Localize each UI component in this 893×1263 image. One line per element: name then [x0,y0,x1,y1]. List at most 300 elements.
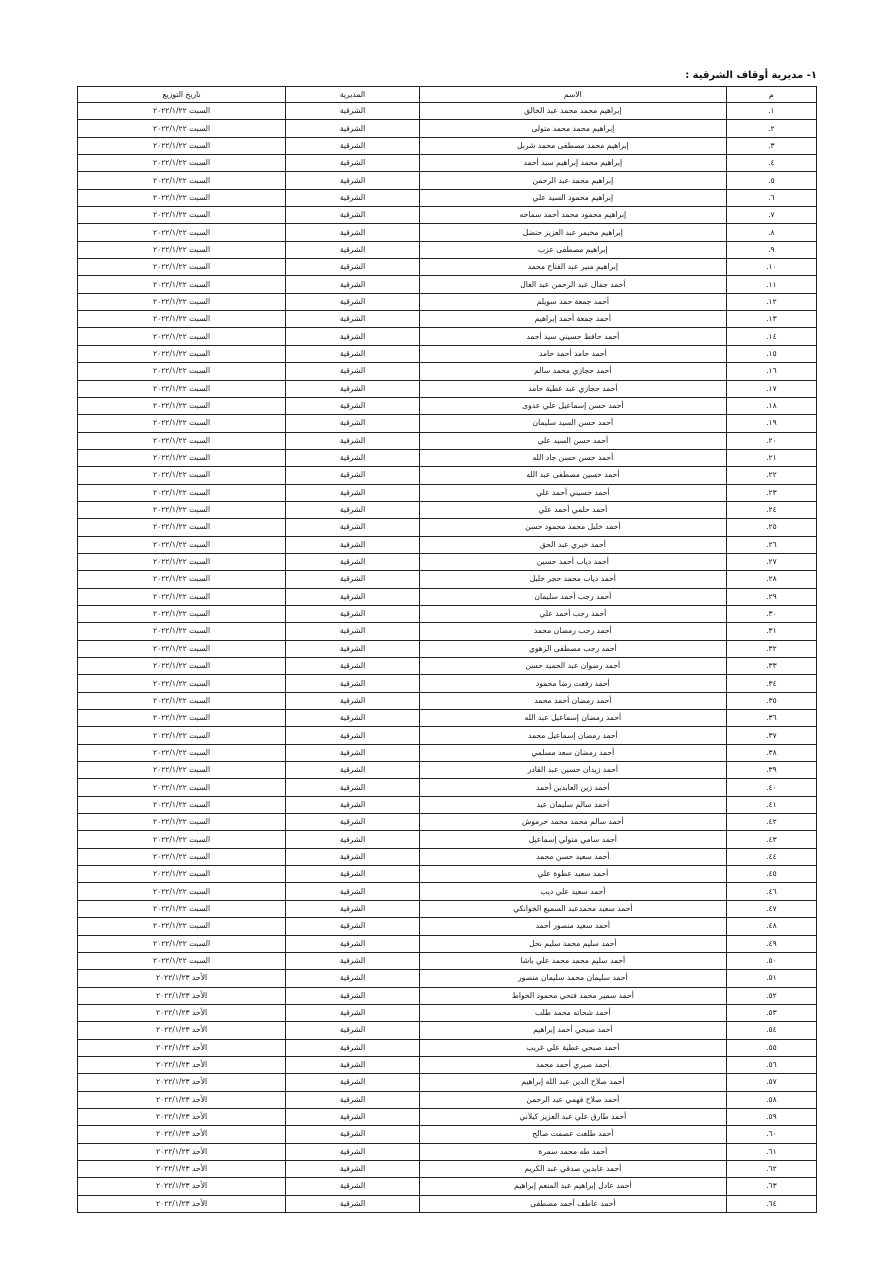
cell-distribution-date: السبت ٢٠٢٢/١/٢٢ [78,952,286,969]
table-row [78,311,817,328]
cell-distribution-date: السبت ٢٠٢٢/١/٢٢ [78,762,286,779]
cell-distribution-date: الأحد ٢٠٢٢/١/٢٣ [78,1004,286,1021]
cell-directorate: الشرقية [286,866,420,883]
cell-name: أحمد سالم سليمان عيد [419,796,726,813]
cell-number: ١٣. [726,311,816,328]
table-row [78,467,817,484]
table-row [78,1195,817,1212]
cell-distribution-date: السبت ٢٠٢٢/١/٢٢ [78,224,286,241]
cell-directorate: الشرقية [286,692,420,709]
cell-number: ٥٦. [726,1056,816,1073]
cell-directorate: الشرقية [286,744,420,761]
table-row [78,727,817,744]
cell-distribution-date: السبت ٢٠٢٢/١/٢٢ [78,189,286,206]
cell-directorate: الشرقية [286,1126,420,1143]
table-row [78,137,817,154]
cell-distribution-date: الأحد ٢٠٢٢/١/٢٣ [78,1091,286,1108]
cell-name: أحمد حامد أحمد حامد [419,345,726,362]
cell-number: ٥٣. [726,1004,816,1021]
cell-number: ٣٠. [726,605,816,622]
cell-directorate: الشرقية [286,970,420,987]
cell-directorate: الشرقية [286,640,420,657]
cell-directorate: الشرقية [286,1056,420,1073]
cell-distribution-date: السبت ٢٠٢٢/١/٢٢ [78,137,286,154]
cell-name: أحمد عادل إبراهيم عبد المنعم إبراهيم [419,1178,726,1195]
cell-number: ٣٦. [726,710,816,727]
cell-distribution-date: السبت ٢٠٢٢/١/٢٢ [78,744,286,761]
cell-number: ٤٣. [726,831,816,848]
table-row [78,415,817,432]
table-header-row [78,87,817,103]
cell-distribution-date: السبت ٢٠٢٢/١/٢٢ [78,588,286,605]
cell-name: أحمد حسيني أحمد علي [419,484,726,501]
cell-distribution-date: السبت ٢٠٢٢/١/٢٢ [78,727,286,744]
cell-name: أحمد سليم محمد محمد علي باشا [419,952,726,969]
table-row [78,900,817,917]
cell-directorate: الشرقية [286,501,420,518]
table-row [78,970,817,987]
table-row [78,1004,817,1021]
table-row [78,762,817,779]
table-row [78,605,817,622]
cell-distribution-date: السبت ٢٠٢٢/١/٢٢ [78,935,286,952]
table-row [78,1022,817,1039]
cell-distribution-date: السبت ٢٠٢٢/١/٢٢ [78,415,286,432]
table-row [78,1091,817,1108]
cell-directorate: الشرقية [286,605,420,622]
cell-directorate: الشرقية [286,935,420,952]
table-row [78,501,817,518]
cell-number: ٤. [726,155,816,172]
table-row [78,207,817,224]
cell-number: ٣٨. [726,744,816,761]
cell-name: أحمد زيدان حسين عبد القادر [419,762,726,779]
table-row [78,935,817,952]
cell-directorate: الشرقية [286,1091,420,1108]
table-row [78,952,817,969]
cell-distribution-date: الأحد ٢٠٢٢/١/٢٣ [78,1022,286,1039]
cell-directorate: الشرقية [286,345,420,362]
cell-name: إبراهيم محمود محمد أحمد سماحه [419,207,726,224]
cell-name: أحمد حسن السيد علي [419,432,726,449]
cell-name: أحمد دياب محمد حجر خليل [419,571,726,588]
cell-name: إبراهيم مصطفى عزب [419,241,726,258]
cell-directorate: الشرقية [286,623,420,640]
table-row [78,241,817,258]
cell-number: ٤١. [726,796,816,813]
cell-name: إبراهيم منير عبد الفتاح محمد [419,259,726,276]
table-row [78,918,817,935]
distribution-table [77,86,817,1213]
cell-number: ٦٠. [726,1126,816,1143]
table-row [78,1178,817,1195]
cell-name: أحمد رجب أحمد علي [419,605,726,622]
cell-distribution-date: الأحد ٢٠٢٢/١/٢٣ [78,1108,286,1125]
table-row [78,432,817,449]
cell-directorate: الشرقية [286,189,420,206]
cell-directorate: الشرقية [286,415,420,432]
cell-number: ٥. [726,172,816,189]
cell-distribution-date: السبت ٢٠٢٢/١/٢٢ [78,172,286,189]
cell-name: أحمد رجب مصطفى الزهوي [419,640,726,657]
cell-distribution-date: السبت ٢٠٢٢/١/٢٢ [78,814,286,831]
cell-directorate: الشرقية [286,293,420,310]
cell-name: إبراهيم محمد محمد عبد الخالق [419,103,726,120]
cell-name: أحمد رمضان أحمد محمد [419,692,726,709]
table-row [78,484,817,501]
cell-directorate: الشرقية [286,137,420,154]
cell-number: ٣٤. [726,675,816,692]
cell-directorate: الشرقية [286,207,420,224]
table-row [78,1108,817,1125]
table-row [78,571,817,588]
cell-name: إبراهيم محمد محمد متولى [419,120,726,137]
cell-name: أحمد جمعة حمد سويلم [419,293,726,310]
cell-directorate: الشرقية [286,1039,420,1056]
cell-directorate: الشرقية [286,883,420,900]
cell-distribution-date: السبت ٢٠٢٢/١/٢٢ [78,276,286,293]
cell-directorate: الشرقية [286,484,420,501]
cell-directorate: الشرقية [286,987,420,1004]
cell-distribution-date: الأحد ٢٠٢٢/١/٢٣ [78,1126,286,1143]
cell-number: ١. [726,103,816,120]
cell-distribution-date: السبت ٢٠٢٢/١/٢٢ [78,848,286,865]
cell-name: أحمد سليمان محمد سليمان منصور [419,970,726,987]
cell-name: أحمد جمعة أحمد إبراهيم [419,311,726,328]
cell-directorate: الشرقية [286,120,420,137]
cell-name: أحمد جمال عبد الرحمن عبد العال [419,276,726,293]
table-row [78,345,817,362]
cell-number: ٥٢. [726,987,816,1004]
table-row [78,328,817,345]
cell-name: أحمد زين العابدين أحمد [419,779,726,796]
document-heading: ١- مديرية أوقاف الشرقية : [685,70,817,81]
cell-directorate: الشرقية [286,224,420,241]
cell-number: ٢١. [726,449,816,466]
cell-number: ٥٨. [726,1091,816,1108]
cell-name: أحمد رمضان سعد مسلمي [419,744,726,761]
cell-number: ٣٥. [726,692,816,709]
table-row [78,380,817,397]
cell-name: أحمد سمير محمد فتحي محمود الحواط [419,987,726,1004]
cell-number: ٣٣. [726,658,816,675]
cell-name: أحمد رجب أحمد سليمان [419,588,726,605]
table-row [78,189,817,206]
cell-number: ٤٥. [726,866,816,883]
cell-number: ١٧. [726,380,816,397]
cell-number: ٢٧. [726,553,816,570]
cell-directorate: الشرقية [286,658,420,675]
cell-name: أحمد حلمي أحمد علي [419,501,726,518]
table-row [78,553,817,570]
cell-number: ٣. [726,137,816,154]
cell-number: ١٢. [726,293,816,310]
cell-name: أحمد صبحي أحمد إبراهيم [419,1022,726,1039]
table-row [78,103,817,120]
cell-distribution-date: الأحد ٢٠٢٢/١/٢٣ [78,987,286,1004]
cell-name: أحمد سالم محمد محمد حرموش [419,814,726,831]
cell-directorate: الشرقية [286,1143,420,1160]
cell-name: أحمد حسين مصطفى عبد الله [419,467,726,484]
cell-name: أحمد رجب رمضان محمد [419,623,726,640]
cell-directorate: الشرقية [286,103,420,120]
cell-name: أحمد طلعت عصمت صالح [419,1126,726,1143]
cell-number: ٥٠. [726,952,816,969]
cell-number: ٧. [726,207,816,224]
table-row [78,1160,817,1177]
cell-directorate: الشرقية [286,588,420,605]
cell-number: ٦٤. [726,1195,816,1212]
cell-distribution-date: الأحد ٢٠٢٢/١/٢٣ [78,1039,286,1056]
cell-directorate: الشرقية [286,328,420,345]
cell-distribution-date: الأحد ٢٠٢٢/١/٢٣ [78,970,286,987]
cell-name: أحمد حجازي محمد سالم [419,363,726,380]
cell-number: ٦١. [726,1143,816,1160]
cell-number: ٢٢. [726,467,816,484]
cell-number: ١٨. [726,397,816,414]
cell-name: أحمد سعيد منصور أحمد [419,918,726,935]
cell-directorate: الشرقية [286,762,420,779]
cell-distribution-date: السبت ٢٠٢٢/١/٢٢ [78,241,286,258]
table-row [78,519,817,536]
table-row [78,796,817,813]
cell-distribution-date: السبت ٢٠٢٢/١/٢٢ [78,293,286,310]
cell-distribution-date: الأحد ٢٠٢٢/١/٢٣ [78,1178,286,1195]
cell-distribution-date: السبت ٢٠٢٢/١/٢٢ [78,796,286,813]
cell-name: أحمد حافظ حسيني سيد أحمد [419,328,726,345]
cell-directorate: الشرقية [286,1022,420,1039]
cell-name: أحمد رفعت رضا محمود [419,675,726,692]
table-row [78,224,817,241]
cell-distribution-date: السبت ٢٠٢٢/١/٢٢ [78,397,286,414]
table-row [78,155,817,172]
cell-name: أحمد صبحي عطية علي غريب [419,1039,726,1056]
cell-distribution-date: السبت ٢٠٢٢/١/٢٢ [78,449,286,466]
table-row [78,692,817,709]
cell-number: ٣٧. [726,727,816,744]
cell-name: أحمد عاطف أحمد مصطفى [419,1195,726,1212]
cell-distribution-date: السبت ٢٠٢٢/١/٢٢ [78,692,286,709]
cell-name: أحمد حسن حسن جاد الله [419,449,726,466]
header-distribution-date: تاريخ التوزيع [78,87,286,103]
table-row [78,172,817,189]
cell-number: ٢٦. [726,536,816,553]
table-row [78,744,817,761]
table-row [78,987,817,1004]
cell-name: أحمد سعيد عطوة علي [419,866,726,883]
cell-distribution-date: الأحد ٢٠٢٢/١/٢٣ [78,1195,286,1212]
cell-directorate: الشرقية [286,241,420,258]
cell-number: ٢٥. [726,519,816,536]
cell-distribution-date: السبت ٢٠٢٢/١/٢٢ [78,484,286,501]
cell-directorate: الشرقية [286,363,420,380]
table-row [78,658,817,675]
table-row [78,710,817,727]
cell-distribution-date: الأحد ٢٠٢٢/١/٢٣ [78,1056,286,1073]
cell-directorate: الشرقية [286,1004,420,1021]
table-row [78,883,817,900]
cell-name: أحمد شحاته محمد طلب [419,1004,726,1021]
cell-name: أحمد صلاح الدين عبد الله إبراهيم [419,1074,726,1091]
cell-number: ١١. [726,276,816,293]
table-row [78,1056,817,1073]
cell-name: أحمد طارق علي عبد العزيز كيلاني [419,1108,726,1125]
cell-number: ٣١. [726,623,816,640]
cell-number: ٥٧. [726,1074,816,1091]
cell-directorate: الشرقية [286,796,420,813]
cell-directorate: الشرقية [286,536,420,553]
table-row [78,623,817,640]
cell-distribution-date: السبت ٢٠٢٢/١/٢٢ [78,883,286,900]
cell-number: ٢٤. [726,501,816,518]
cell-name: أحمد خليل محمد محمود حسن [419,519,726,536]
cell-distribution-date: السبت ٢٠٢٢/١/٢٢ [78,710,286,727]
cell-distribution-date: السبت ٢٠٢٢/١/٢٢ [78,605,286,622]
cell-distribution-date: السبت ٢٠٢٢/١/٢٢ [78,207,286,224]
cell-distribution-date: السبت ٢٠٢٢/١/٢٢ [78,519,286,536]
cell-directorate: الشرقية [286,675,420,692]
cell-name: إبراهيم محمد مصطفى محمد شربل [419,137,726,154]
cell-directorate: الشرقية [286,952,420,969]
cell-distribution-date: السبت ٢٠٢٢/١/٢٢ [78,779,286,796]
cell-directorate: الشرقية [286,449,420,466]
cell-directorate: الشرقية [286,553,420,570]
table-row [78,363,817,380]
cell-directorate: الشرقية [286,710,420,727]
cell-distribution-date: السبت ٢٠٢٢/١/٢٢ [78,623,286,640]
table-row [78,866,817,883]
cell-directorate: الشرقية [286,900,420,917]
cell-directorate: الشرقية [286,397,420,414]
table-row [78,675,817,692]
table-row [78,1039,817,1056]
cell-directorate: الشرقية [286,1074,420,1091]
cell-number: ٤٩. [726,935,816,952]
cell-name: أحمد سعيد محمدعبد السميع الخوانكي [419,900,726,917]
cell-distribution-date: الأحد ٢٠٢٢/١/٢٣ [78,1074,286,1091]
cell-distribution-date: السبت ٢٠٢٢/١/٢٢ [78,553,286,570]
cell-number: ٦. [726,189,816,206]
cell-number: ٤٧. [726,900,816,917]
cell-name: أحمد صبري أحمد محمد [419,1056,726,1073]
cell-name: إبراهيم مخيمر عبد العزيز حنضل [419,224,726,241]
cell-number: ٥٩. [726,1108,816,1125]
cell-number: ٦٣. [726,1178,816,1195]
table-row [78,831,817,848]
cell-name: أحمد رضوان عبد الحميد حسن [419,658,726,675]
cell-directorate: الشرقية [286,467,420,484]
table-row [78,397,817,414]
table-row [78,536,817,553]
cell-name: أحمد سليم محمد سليم نحل [419,935,726,952]
cell-name: أحمد دياب أحمد حسين [419,553,726,570]
table-row [78,814,817,831]
cell-distribution-date: السبت ٢٠٢٢/١/٢٢ [78,536,286,553]
cell-distribution-date: السبت ٢٠٢٢/١/٢٢ [78,831,286,848]
cell-number: ٦٢. [726,1160,816,1177]
cell-directorate: الشرقية [286,432,420,449]
cell-distribution-date: السبت ٢٠٢٢/١/٢٢ [78,345,286,362]
cell-distribution-date: السبت ٢٠٢٢/١/٢٢ [78,380,286,397]
cell-directorate: الشرقية [286,918,420,935]
cell-directorate: الشرقية [286,519,420,536]
cell-directorate: الشرقية [286,1178,420,1195]
cell-distribution-date: السبت ٢٠٢٢/١/٢٢ [78,658,286,675]
cell-name: أحمد رمضان إسماعيل عبد الله [419,710,726,727]
cell-number: ١٥. [726,345,816,362]
cell-number: ٢٩. [726,588,816,605]
cell-distribution-date: السبت ٢٠٢٢/١/٢٢ [78,259,286,276]
header-directorate: المديرية [286,87,420,103]
cell-number: ٢. [726,120,816,137]
cell-distribution-date: السبت ٢٠٢٢/١/٢٢ [78,675,286,692]
cell-distribution-date: السبت ٢٠٢٢/١/٢٢ [78,311,286,328]
cell-name: أحمد طه محمد سمرة [419,1143,726,1160]
table-row [78,1074,817,1091]
cell-distribution-date: السبت ٢٠٢٢/١/٢٢ [78,363,286,380]
cell-distribution-date: السبت ٢٠٢٢/١/٢٢ [78,155,286,172]
cell-name: إبراهيم محمد إبراهيم سيد أحمد [419,155,726,172]
cell-distribution-date: السبت ٢٠٢٢/١/٢٢ [78,640,286,657]
header-number: م [726,87,816,103]
cell-distribution-date: السبت ٢٠٢٢/١/٢٢ [78,900,286,917]
cell-name: أحمد حجازي عبد عطية حامد [419,380,726,397]
cell-directorate: الشرقية [286,814,420,831]
cell-number: ٤٤. [726,848,816,865]
cell-directorate: الشرقية [286,1108,420,1125]
cell-distribution-date: السبت ٢٠٢٢/١/٢٢ [78,328,286,345]
cell-number: ٥١. [726,970,816,987]
cell-number: ١٩. [726,415,816,432]
cell-name: أحمد صلاح فهمي عبد الرحمن [419,1091,726,1108]
cell-distribution-date: السبت ٢٠٢٢/١/٢٢ [78,467,286,484]
cell-directorate: الشرقية [286,848,420,865]
cell-name: أحمد سعيد علي ديب [419,883,726,900]
cell-number: ٤٢. [726,814,816,831]
cell-directorate: الشرقية [286,172,420,189]
cell-number: ٩. [726,241,816,258]
cell-directorate: الشرقية [286,571,420,588]
cell-number: ٨. [726,224,816,241]
cell-distribution-date: الأحد ٢٠٢٢/١/٢٣ [78,1143,286,1160]
cell-number: ١٠. [726,259,816,276]
cell-number: ٥٤. [726,1022,816,1039]
cell-name: أحمد خيري عبد الحق [419,536,726,553]
cell-number: ٥٥. [726,1039,816,1056]
cell-directorate: الشرقية [286,1160,420,1177]
cell-number: ٣٩. [726,762,816,779]
cell-directorate: الشرقية [286,276,420,293]
cell-name: أحمد سعيد حسن محمد [419,848,726,865]
table-row [78,848,817,865]
cell-number: ٢٨. [726,571,816,588]
cell-distribution-date: السبت ٢٠٢٢/١/٢٢ [78,432,286,449]
cell-name: أحمد حسن السيد سليمان [419,415,726,432]
cell-name: إبراهيم محمد عبد الرحمن [419,172,726,189]
cell-directorate: الشرقية [286,380,420,397]
cell-name: أحمد رمضان إسماعيل محمد [419,727,726,744]
cell-number: ٤٠. [726,779,816,796]
cell-name: أحمد حسن إسماعيل علي عدوى [419,397,726,414]
table-row [78,120,817,137]
cell-distribution-date: السبت ٢٠٢٢/١/٢٢ [78,571,286,588]
table-row [78,588,817,605]
header-name: الاسم [419,87,726,103]
cell-directorate: الشرقية [286,311,420,328]
cell-directorate: الشرقية [286,779,420,796]
table-row [78,1126,817,1143]
cell-distribution-date: السبت ٢٠٢٢/١/٢٢ [78,866,286,883]
